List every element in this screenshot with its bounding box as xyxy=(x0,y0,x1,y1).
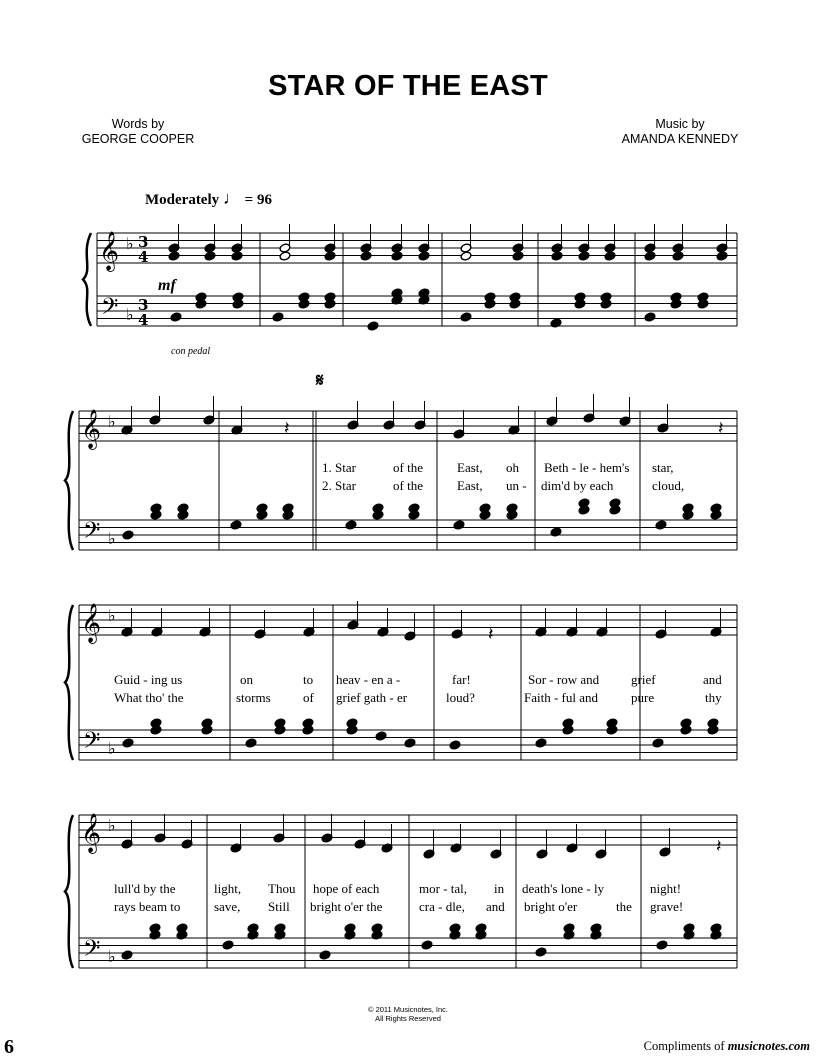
note xyxy=(672,251,684,261)
brace xyxy=(83,233,91,326)
note xyxy=(656,940,668,950)
lyric: East, xyxy=(457,460,483,475)
lyric: Thou xyxy=(268,881,296,896)
note xyxy=(168,251,180,261)
note xyxy=(453,520,465,530)
flat-icon: ♭ xyxy=(108,412,116,431)
lyric: East, xyxy=(457,478,483,493)
lyric: bright o'er xyxy=(524,899,578,914)
lyric: Faith - ful and xyxy=(524,690,599,705)
note xyxy=(460,312,472,322)
note xyxy=(578,251,590,261)
lyric: Beth - le - hem's xyxy=(544,460,630,475)
quarter-rest-icon: 𝄽 xyxy=(718,418,724,439)
compliments-site-link[interactable]: musicnotes.com xyxy=(727,1039,810,1053)
note xyxy=(535,738,547,748)
quarter-note-icon: ♩ xyxy=(222,188,241,208)
time-signature: 3 xyxy=(138,296,149,314)
quarter-rest-icon: 𝄽 xyxy=(488,624,494,645)
note xyxy=(367,321,379,331)
lyric: grave! xyxy=(650,899,684,914)
bass-clef-icon: 𝄢 xyxy=(83,728,101,759)
lyric: grief gath - er xyxy=(336,690,408,705)
dynamic-mark: mf xyxy=(158,277,176,294)
treble-clef-icon: 𝄞 xyxy=(81,409,102,449)
note xyxy=(421,940,433,950)
time-signature: 4 xyxy=(138,248,149,266)
lyric: 1. Star xyxy=(322,460,356,475)
note xyxy=(391,251,403,261)
brace xyxy=(65,411,73,550)
flat-icon: ♭ xyxy=(108,606,116,625)
note xyxy=(449,740,461,750)
lyric: night! xyxy=(650,881,682,896)
note xyxy=(551,251,563,261)
song-title: STAR OF THE EAST xyxy=(268,70,548,102)
flat-icon: ♭ xyxy=(108,739,116,758)
tempo-bpm: = 96 xyxy=(244,192,272,208)
note xyxy=(512,251,524,261)
note xyxy=(122,530,134,540)
lyric: hope of each xyxy=(313,881,380,896)
lyric: and xyxy=(486,899,505,914)
lyric: death's lone - ly xyxy=(522,881,605,896)
lyric: of the xyxy=(393,478,423,493)
lyric: oh xyxy=(506,460,519,475)
copyright-line: © 2011 Musicnotes, Inc. xyxy=(367,1005,448,1014)
flat-icon: ♭ xyxy=(126,305,134,324)
flat-icon: ♭ xyxy=(108,947,116,966)
bass-clef-icon: 𝄢 xyxy=(101,294,119,325)
words-author: GEORGE COOPER xyxy=(81,132,195,146)
lyric: light, xyxy=(214,881,242,896)
note xyxy=(121,950,133,960)
note xyxy=(550,527,562,537)
flat-icon: ♭ xyxy=(108,816,116,835)
rights-line: All Rights Reserved xyxy=(375,1014,441,1023)
lyric: bright o'er the xyxy=(310,899,383,914)
flat-icon: ♭ xyxy=(126,234,134,253)
note xyxy=(535,947,547,957)
note xyxy=(222,940,234,950)
page-number: 6 xyxy=(4,1036,14,1058)
flat-icon: ♭ xyxy=(108,529,116,548)
lyric: heav - en a - xyxy=(336,672,401,687)
lyric: What tho' the xyxy=(114,690,184,705)
note xyxy=(122,738,134,748)
note xyxy=(375,731,387,741)
lyric: save, xyxy=(214,899,241,914)
time-signature: 4 xyxy=(138,311,149,329)
note xyxy=(360,251,372,261)
lyric: on xyxy=(240,672,253,687)
compliments-line xyxy=(644,1039,810,1054)
note xyxy=(230,520,242,530)
music-author: AMANDA KENNEDY xyxy=(621,132,739,146)
note xyxy=(644,251,656,261)
lyric: the xyxy=(616,899,632,914)
words-label: Words by xyxy=(111,117,165,131)
lyric: of the xyxy=(393,460,423,475)
treble-clef-icon: 𝄞 xyxy=(81,603,102,643)
lyric: rays beam to xyxy=(114,899,181,914)
lyric: 2. Star xyxy=(322,478,356,493)
lyric: Guid - ing us xyxy=(114,672,183,687)
note xyxy=(644,312,656,322)
lyric: in xyxy=(494,881,505,896)
lyric: of xyxy=(303,690,314,705)
quarter-rest-icon: 𝄽 xyxy=(284,418,290,439)
note xyxy=(404,738,416,748)
note xyxy=(324,251,336,261)
bass-clef-icon: 𝄢 xyxy=(83,936,101,967)
note xyxy=(170,312,182,322)
note xyxy=(604,251,616,261)
copyright-notice xyxy=(0,1005,816,1023)
music-label: Music by xyxy=(655,117,705,131)
lyric: lull'd by the xyxy=(114,881,176,896)
bass-clef-icon: 𝄢 xyxy=(83,518,101,549)
note xyxy=(550,318,562,328)
brace xyxy=(65,815,73,968)
note xyxy=(460,251,472,261)
lyric: un - xyxy=(506,478,527,493)
lyric: thy xyxy=(705,690,722,705)
lyric: mor - tal, xyxy=(419,881,468,896)
note xyxy=(319,950,331,960)
note xyxy=(204,251,216,261)
treble-clef-icon: 𝄞 xyxy=(81,813,102,853)
note xyxy=(418,251,430,261)
lyric: dim'd by each xyxy=(541,478,614,493)
lyric: and xyxy=(703,672,722,687)
segno-sign: 𝄋 xyxy=(316,370,324,390)
note xyxy=(345,520,357,530)
lyric: cloud, xyxy=(652,478,685,493)
lyric: pure xyxy=(631,690,655,705)
lyric: grief xyxy=(631,672,656,687)
pedal-direction: con pedal xyxy=(171,346,211,357)
brace xyxy=(65,605,73,760)
time-signature: 3 xyxy=(138,233,149,251)
lyric: cra - dle, xyxy=(419,899,465,914)
note xyxy=(716,251,728,261)
lyric: far! xyxy=(452,672,471,687)
note xyxy=(245,738,257,748)
treble-clef-icon: 𝄞 xyxy=(99,231,120,271)
note xyxy=(272,312,284,322)
lyric: loud? xyxy=(446,690,475,705)
compliments-prefix: Compliments of xyxy=(643,1039,725,1053)
note xyxy=(655,520,667,530)
note xyxy=(652,738,664,748)
note xyxy=(279,251,291,261)
lyric: Sor - row and xyxy=(528,672,600,687)
lyric: Still xyxy=(268,899,290,914)
lyric: storms xyxy=(236,690,271,705)
note xyxy=(231,251,243,261)
quarter-rest-icon: 𝄽 xyxy=(716,836,722,857)
lyric: star, xyxy=(652,460,674,475)
tempo-text: Moderately xyxy=(145,192,220,208)
lyric: to xyxy=(303,672,314,687)
